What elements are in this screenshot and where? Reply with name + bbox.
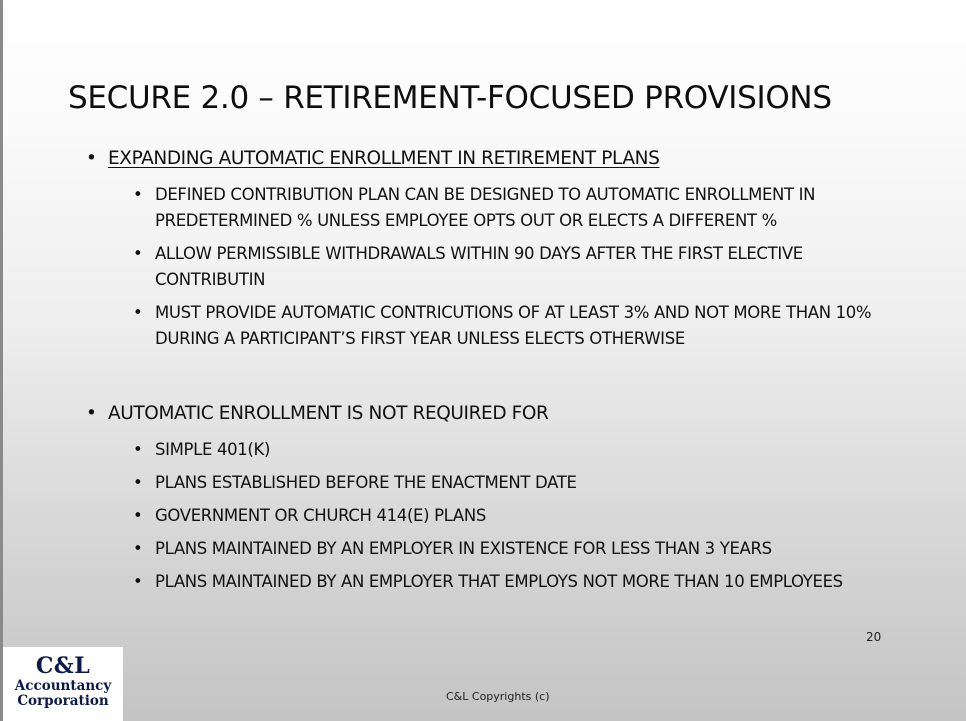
bullet-icon: • [133,303,143,322]
list-item-text: ALLOW PERMISSIBLE WITHDRAWALS WITHIN 90 DAYS AFTER THE FIRST ELECTIVE CONTRIBUTIN [155,244,803,289]
list-item-text: MUST PROVIDE AUTOMATIC CONTRICUTIONS OF AT LEAST 3% AND NOT MORE THAN 10% DURING A PARTICIPANT’S FIRST YEAR UNLESS ELECTS OTHERWISE [155,303,872,348]
list-item-text: SIMPLE 401(K) [155,440,271,459]
section-heading-text: EXPANDING AUTOMATIC ENROLLMENT IN RETIREMENT PLANS [108,148,660,169]
logo-line-corporation: Corporation [17,693,109,709]
list-item-text: PLANS MAINTAINED BY AN EMPLOYER THAT EMPLOYS NOT MORE THAN 10 EMPLOYEES [155,572,843,591]
list-item [133,300,893,352]
bullet-icon: • [133,473,143,492]
section-heading-not-required [86,403,549,424]
bullet-icon: • [133,539,143,558]
list-item [133,437,893,463]
bullet-icon: • [86,148,97,169]
section-heading-text: AUTOMATIC ENROLLMENT IS NOT REQUIRED FOR [108,403,549,424]
list-item [133,569,893,595]
list-item [133,503,893,529]
list-item-text: PLANS MAINTAINED BY AN EMPLOYER IN EXISTENCE FOR LESS THAN 3 YEARS [155,539,772,558]
list-item-text: PLANS ESTABLISHED BEFORE THE ENACTMENT DATE [155,473,577,492]
list-item [133,536,893,562]
bullet-icon: • [133,506,143,525]
slide-title: SECURE 2.0 – RETIREMENT-FOCUSED PROVISIONS [68,80,832,116]
section-heading-expanding [86,148,659,169]
list-item-text: DEFINED CONTRIBUTION PLAN CAN BE DESIGNED TO AUTOMATIC ENROLLMENT IN PREDETERMINED % UNLESS EMPLOYEE OPTS OUT OR ELECTS A DIFFERENT % [155,185,816,230]
footer-copyright: C&L Copyrights (c) [446,690,550,703]
bullet-icon: • [133,185,143,204]
list-item [133,182,893,234]
page-number: 20 [866,630,882,644]
bullet-icon: • [133,572,143,591]
logo-mark: C&L [35,653,91,679]
logo-line-accountancy: Accountancy [14,678,112,694]
list-item [133,470,893,496]
bullet-icon: • [86,403,97,424]
bullet-icon: • [133,244,143,263]
list-item [133,241,893,293]
bullet-icon: • [133,440,143,459]
company-logo [3,647,123,721]
list-item-text: GOVERNMENT OR CHURCH 414(E) PLANS [155,506,486,525]
